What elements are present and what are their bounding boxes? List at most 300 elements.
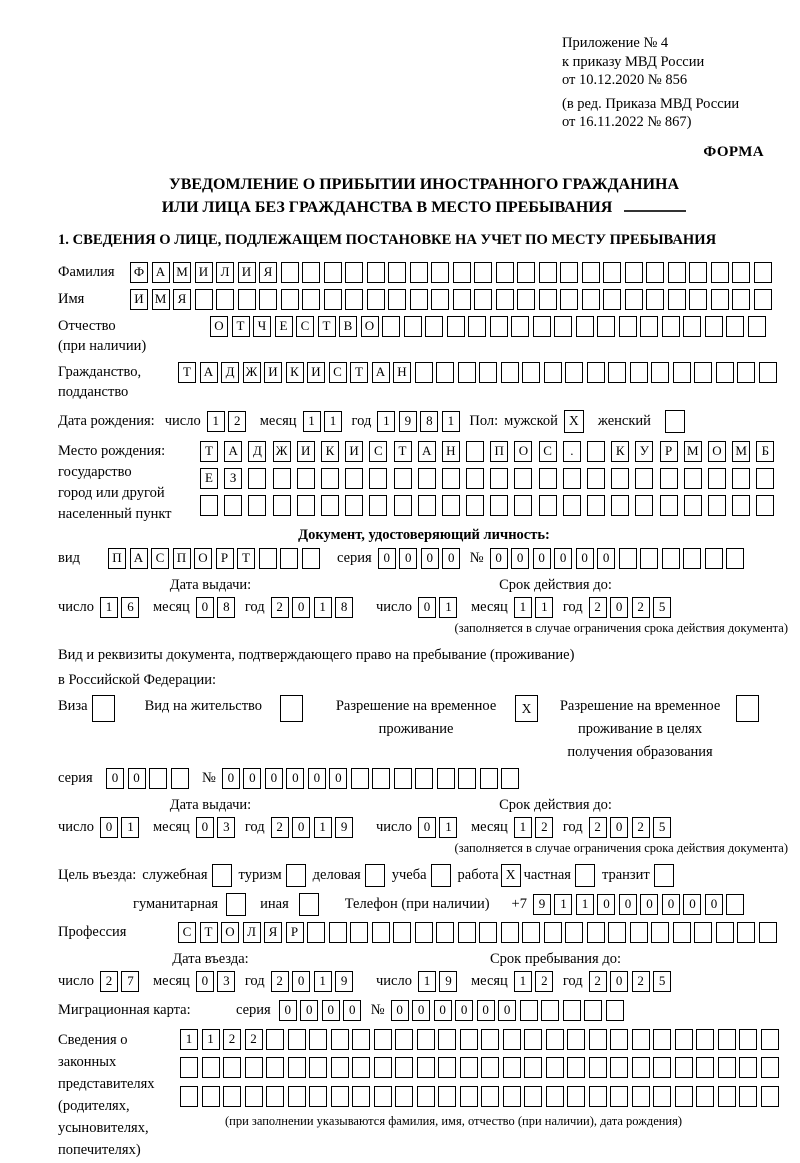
char-cell[interactable] — [415, 768, 433, 789]
char-cell[interactable] — [501, 362, 519, 383]
char-cell[interactable] — [273, 495, 291, 516]
char-cell[interactable] — [288, 1057, 306, 1078]
char-cell[interactable] — [554, 316, 572, 337]
char-cell[interactable] — [466, 495, 484, 516]
char-cell[interactable] — [238, 289, 256, 310]
char-cell[interactable] — [302, 548, 320, 569]
char-cell[interactable]: 1 — [303, 411, 321, 432]
char-cell[interactable]: О — [514, 441, 532, 462]
char-cell[interactable] — [689, 289, 707, 310]
char-cell[interactable] — [273, 468, 291, 489]
char-cell[interactable]: 8 — [420, 411, 438, 432]
char-cell[interactable] — [394, 468, 412, 489]
char-cell[interactable] — [759, 922, 777, 943]
char-cell[interactable] — [223, 1057, 241, 1078]
char-cell[interactable]: К — [321, 441, 339, 462]
char-cell[interactable] — [415, 922, 433, 943]
char-cell[interactable]: С — [151, 548, 169, 569]
char-cell[interactable] — [460, 1057, 478, 1078]
char-cell[interactable] — [610, 1029, 628, 1050]
char-cell[interactable] — [447, 316, 465, 337]
char-cell[interactable] — [606, 1000, 624, 1021]
char-cell[interactable] — [640, 316, 658, 337]
char-cell[interactable] — [350, 922, 368, 943]
char-cell[interactable]: 1 — [314, 597, 332, 618]
char-cell[interactable]: 0 — [412, 1000, 430, 1021]
char-cell[interactable]: А — [224, 441, 242, 462]
char-cell[interactable] — [673, 362, 691, 383]
char-cell[interactable] — [662, 316, 680, 337]
purpose-official-checkbox[interactable] — [212, 864, 232, 887]
char-cell[interactable] — [202, 1057, 220, 1078]
char-cell[interactable]: 0 — [399, 548, 417, 569]
char-cell[interactable]: 0 — [418, 597, 436, 618]
char-cell[interactable]: 0 — [243, 768, 261, 789]
char-cell[interactable] — [718, 1086, 736, 1107]
char-cell[interactable]: Р — [286, 922, 304, 943]
char-cell[interactable]: 1 — [314, 971, 332, 992]
char-cell[interactable]: Я — [173, 289, 191, 310]
char-cell[interactable] — [587, 441, 605, 462]
char-cell[interactable]: 0 — [100, 817, 118, 838]
char-cell[interactable] — [683, 316, 701, 337]
char-cell[interactable]: М — [732, 441, 750, 462]
char-cell[interactable]: Т — [394, 441, 412, 462]
char-cell[interactable] — [369, 495, 387, 516]
char-cell[interactable]: А — [418, 441, 436, 462]
char-cell[interactable] — [683, 548, 701, 569]
char-cell[interactable] — [438, 1086, 456, 1107]
char-cell[interactable]: И — [195, 262, 213, 283]
char-cell[interactable] — [726, 548, 744, 569]
char-cell[interactable]: 0 — [222, 768, 240, 789]
char-cell[interactable] — [705, 316, 723, 337]
char-cell[interactable]: 2 — [632, 597, 650, 618]
char-cell[interactable]: И — [130, 289, 148, 310]
char-cell[interactable] — [732, 495, 750, 516]
char-cell[interactable]: 9 — [335, 971, 353, 992]
char-cell[interactable] — [739, 1086, 757, 1107]
char-cell[interactable] — [567, 1086, 585, 1107]
char-cell[interactable]: Т — [200, 441, 218, 462]
char-cell[interactable] — [331, 1029, 349, 1050]
char-cell[interactable]: 0 — [610, 971, 628, 992]
char-cell[interactable] — [324, 289, 342, 310]
char-cell[interactable]: 0 — [418, 817, 436, 838]
char-cell[interactable] — [248, 468, 266, 489]
char-cell[interactable]: М — [173, 262, 191, 283]
char-cell[interactable] — [732, 468, 750, 489]
char-cell[interactable] — [630, 922, 648, 943]
char-cell[interactable]: 0 — [442, 548, 460, 569]
char-cell[interactable]: Я — [259, 262, 277, 283]
char-cell[interactable]: 0 — [662, 894, 680, 915]
char-cell[interactable]: 0 — [477, 1000, 495, 1021]
char-cell[interactable] — [759, 362, 777, 383]
purpose-tourism-checkbox[interactable] — [286, 864, 306, 887]
char-cell[interactable] — [511, 316, 529, 337]
char-cell[interactable] — [245, 1086, 263, 1107]
char-cell[interactable]: 2 — [632, 971, 650, 992]
char-cell[interactable] — [309, 1029, 327, 1050]
char-cell[interactable]: 2 — [100, 971, 118, 992]
char-cell[interactable] — [501, 768, 519, 789]
char-cell[interactable]: 1 — [377, 411, 395, 432]
char-cell[interactable]: 1 — [121, 817, 139, 838]
char-cell[interactable] — [653, 1057, 671, 1078]
char-cell[interactable]: 0 — [554, 548, 572, 569]
char-cell[interactable] — [522, 922, 540, 943]
char-cell[interactable] — [668, 289, 686, 310]
char-cell[interactable] — [438, 1057, 456, 1078]
char-cell[interactable]: А — [372, 362, 390, 383]
char-cell[interactable]: 2 — [632, 817, 650, 838]
char-cell[interactable]: 1 — [442, 411, 460, 432]
char-cell[interactable] — [662, 548, 680, 569]
char-cell[interactable]: 0 — [343, 1000, 361, 1021]
char-cell[interactable] — [410, 262, 428, 283]
char-cell[interactable] — [716, 362, 734, 383]
char-cell[interactable]: 0 — [705, 894, 723, 915]
char-cell[interactable] — [245, 1057, 263, 1078]
char-cell[interactable]: О — [194, 548, 212, 569]
char-cell[interactable]: 1 — [314, 817, 332, 838]
char-cell[interactable] — [651, 922, 669, 943]
char-cell[interactable]: 0 — [196, 971, 214, 992]
char-cell[interactable]: Н — [442, 441, 460, 462]
char-cell[interactable] — [266, 1057, 284, 1078]
char-cell[interactable] — [248, 495, 266, 516]
char-cell[interactable] — [281, 262, 299, 283]
char-cell[interactable] — [503, 1057, 521, 1078]
char-cell[interactable] — [587, 495, 605, 516]
char-cell[interactable] — [675, 1057, 693, 1078]
char-cell[interactable]: В — [339, 316, 357, 337]
char-cell[interactable] — [351, 768, 369, 789]
char-cell[interactable] — [737, 922, 755, 943]
char-cell[interactable] — [501, 922, 519, 943]
char-cell[interactable] — [418, 468, 436, 489]
char-cell[interactable]: А — [152, 262, 170, 283]
char-cell[interactable] — [309, 1086, 327, 1107]
char-cell[interactable] — [653, 1029, 671, 1050]
char-cell[interactable] — [481, 1029, 499, 1050]
char-cell[interactable]: 1 — [576, 894, 594, 915]
char-cell[interactable]: 5 — [653, 597, 671, 618]
char-cell[interactable]: 0 — [391, 1000, 409, 1021]
char-cell[interactable] — [603, 289, 621, 310]
char-cell[interactable] — [737, 362, 755, 383]
char-cell[interactable] — [431, 262, 449, 283]
char-cell[interactable] — [708, 468, 726, 489]
char-cell[interactable] — [660, 468, 678, 489]
char-cell[interactable]: 0 — [265, 768, 283, 789]
purpose-humanitarian-checkbox[interactable] — [226, 893, 246, 916]
char-cell[interactable]: К — [611, 441, 629, 462]
char-cell[interactable] — [711, 289, 729, 310]
char-cell[interactable]: 1 — [180, 1029, 198, 1050]
char-cell[interactable] — [694, 922, 712, 943]
char-cell[interactable]: А — [130, 548, 148, 569]
char-cell[interactable]: 0 — [292, 817, 310, 838]
char-cell[interactable]: Ж — [243, 362, 261, 383]
char-cell[interactable]: 5 — [653, 971, 671, 992]
char-cell[interactable] — [404, 316, 422, 337]
char-cell[interactable] — [297, 468, 315, 489]
char-cell[interactable] — [425, 316, 443, 337]
char-cell[interactable] — [474, 262, 492, 283]
char-cell[interactable] — [716, 922, 734, 943]
char-cell[interactable] — [388, 289, 406, 310]
char-cell[interactable] — [180, 1057, 198, 1078]
char-cell[interactable]: 1 — [439, 817, 457, 838]
char-cell[interactable]: 8 — [335, 597, 353, 618]
char-cell[interactable]: 0 — [329, 768, 347, 789]
char-cell[interactable]: Н — [393, 362, 411, 383]
char-cell[interactable]: Т — [350, 362, 368, 383]
char-cell[interactable]: 1 — [535, 597, 553, 618]
char-cell[interactable]: Т — [200, 922, 218, 943]
char-cell[interactable]: 2 — [228, 411, 246, 432]
char-cell[interactable] — [563, 495, 581, 516]
char-cell[interactable] — [180, 1086, 198, 1107]
char-cell[interactable] — [442, 495, 460, 516]
char-cell[interactable] — [684, 468, 702, 489]
char-cell[interactable] — [520, 1000, 538, 1021]
char-cell[interactable] — [395, 1057, 413, 1078]
char-cell[interactable]: П — [173, 548, 191, 569]
char-cell[interactable]: 9 — [533, 894, 551, 915]
char-cell[interactable] — [587, 468, 605, 489]
char-cell[interactable] — [582, 262, 600, 283]
temp-residence-checkbox[interactable]: X — [515, 695, 538, 722]
char-cell[interactable] — [625, 289, 643, 310]
char-cell[interactable] — [576, 316, 594, 337]
char-cell[interactable] — [582, 289, 600, 310]
char-cell[interactable]: 0 — [490, 548, 508, 569]
char-cell[interactable] — [302, 289, 320, 310]
sex-female-checkbox[interactable] — [665, 410, 685, 433]
char-cell[interactable] — [748, 316, 766, 337]
char-cell[interactable] — [611, 468, 629, 489]
char-cell[interactable]: 0 — [106, 768, 124, 789]
char-cell[interactable] — [466, 441, 484, 462]
char-cell[interactable] — [718, 1057, 736, 1078]
char-cell[interactable] — [696, 1086, 714, 1107]
char-cell[interactable]: 0 — [619, 894, 637, 915]
char-cell[interactable] — [307, 922, 325, 943]
char-cell[interactable] — [705, 548, 723, 569]
char-cell[interactable]: 2 — [271, 971, 289, 992]
char-cell[interactable]: Е — [275, 316, 293, 337]
char-cell[interactable] — [708, 495, 726, 516]
char-cell[interactable]: 0 — [533, 548, 551, 569]
char-cell[interactable] — [756, 495, 774, 516]
char-cell[interactable]: 0 — [511, 548, 529, 569]
char-cell[interactable] — [395, 1086, 413, 1107]
char-cell[interactable]: 6 — [121, 597, 139, 618]
char-cell[interactable]: И — [297, 441, 315, 462]
char-cell[interactable]: 9 — [439, 971, 457, 992]
char-cell[interactable] — [417, 1057, 435, 1078]
purpose-study-checkbox[interactable] — [431, 864, 451, 887]
char-cell[interactable] — [739, 1057, 757, 1078]
char-cell[interactable] — [675, 1029, 693, 1050]
char-cell[interactable] — [281, 289, 299, 310]
char-cell[interactable] — [324, 262, 342, 283]
char-cell[interactable] — [732, 289, 750, 310]
purpose-business-checkbox[interactable] — [365, 864, 385, 887]
char-cell[interactable] — [288, 1029, 306, 1050]
char-cell[interactable]: 2 — [589, 971, 607, 992]
char-cell[interactable]: К — [286, 362, 304, 383]
char-cell[interactable] — [675, 1086, 693, 1107]
char-cell[interactable] — [653, 1086, 671, 1107]
char-cell[interactable] — [388, 262, 406, 283]
char-cell[interactable]: 0 — [597, 894, 615, 915]
char-cell[interactable] — [603, 262, 621, 283]
char-cell[interactable]: Т — [237, 548, 255, 569]
char-cell[interactable] — [266, 1086, 284, 1107]
char-cell[interactable]: А — [200, 362, 218, 383]
char-cell[interactable] — [393, 922, 411, 943]
char-cell[interactable]: О — [210, 316, 228, 337]
char-cell[interactable] — [329, 922, 347, 943]
char-cell[interactable] — [587, 922, 605, 943]
char-cell[interactable] — [259, 548, 277, 569]
char-cell[interactable]: 1 — [554, 894, 572, 915]
char-cell[interactable]: 0 — [597, 548, 615, 569]
char-cell[interactable]: С — [539, 441, 557, 462]
char-cell[interactable]: И — [307, 362, 325, 383]
char-cell[interactable] — [668, 262, 686, 283]
char-cell[interactable] — [331, 1086, 349, 1107]
char-cell[interactable] — [544, 922, 562, 943]
char-cell[interactable] — [394, 768, 412, 789]
char-cell[interactable] — [514, 495, 532, 516]
char-cell[interactable]: 1 — [514, 817, 532, 838]
char-cell[interactable] — [630, 362, 648, 383]
char-cell[interactable]: 9 — [335, 817, 353, 838]
char-cell[interactable] — [610, 1086, 628, 1107]
char-cell[interactable] — [761, 1057, 779, 1078]
char-cell[interactable] — [442, 468, 460, 489]
char-cell[interactable]: 1 — [207, 411, 225, 432]
char-cell[interactable] — [567, 1057, 585, 1078]
char-cell[interactable] — [259, 289, 277, 310]
char-cell[interactable] — [223, 1086, 241, 1107]
char-cell[interactable] — [761, 1029, 779, 1050]
char-cell[interactable]: 0 — [378, 548, 396, 569]
char-cell[interactable] — [718, 1029, 736, 1050]
char-cell[interactable]: 1 — [418, 971, 436, 992]
char-cell[interactable]: 2 — [271, 597, 289, 618]
char-cell[interactable]: 2 — [245, 1029, 263, 1050]
char-cell[interactable] — [632, 1029, 650, 1050]
char-cell[interactable] — [458, 768, 476, 789]
char-cell[interactable]: П — [108, 548, 126, 569]
char-cell[interactable] — [460, 1086, 478, 1107]
char-cell[interactable] — [288, 1086, 306, 1107]
char-cell[interactable] — [372, 768, 390, 789]
char-cell[interactable] — [608, 922, 626, 943]
char-cell[interactable]: Т — [178, 362, 196, 383]
char-cell[interactable] — [610, 1057, 628, 1078]
char-cell[interactable] — [352, 1029, 370, 1050]
char-cell[interactable] — [458, 922, 476, 943]
char-cell[interactable] — [280, 548, 298, 569]
char-cell[interactable]: 0 — [683, 894, 701, 915]
char-cell[interactable] — [149, 768, 167, 789]
char-cell[interactable]: 7 — [121, 971, 139, 992]
char-cell[interactable] — [589, 1057, 607, 1078]
char-cell[interactable] — [524, 1086, 542, 1107]
char-cell[interactable]: Ф — [130, 262, 148, 283]
char-cell[interactable]: 1 — [514, 597, 532, 618]
char-cell[interactable] — [563, 468, 581, 489]
char-cell[interactable] — [587, 362, 605, 383]
char-cell[interactable] — [321, 495, 339, 516]
char-cell[interactable] — [565, 362, 583, 383]
char-cell[interactable]: 1 — [100, 597, 118, 618]
char-cell[interactable]: С — [178, 922, 196, 943]
char-cell[interactable]: С — [369, 441, 387, 462]
residence-permit-checkbox[interactable] — [280, 695, 303, 722]
char-cell[interactable]: Л — [243, 922, 261, 943]
char-cell[interactable] — [524, 1029, 542, 1050]
char-cell[interactable] — [726, 894, 744, 915]
purpose-transit-checkbox[interactable] — [654, 864, 674, 887]
char-cell[interactable] — [761, 1086, 779, 1107]
char-cell[interactable] — [345, 289, 363, 310]
char-cell[interactable]: Т — [232, 316, 250, 337]
char-cell[interactable]: 2 — [535, 817, 553, 838]
char-cell[interactable] — [589, 1029, 607, 1050]
char-cell[interactable] — [352, 1086, 370, 1107]
char-cell[interactable] — [632, 1057, 650, 1078]
char-cell[interactable]: С — [296, 316, 314, 337]
purpose-work-checkbox[interactable]: X — [501, 864, 521, 887]
char-cell[interactable]: 0 — [498, 1000, 516, 1021]
char-cell[interactable] — [689, 262, 707, 283]
char-cell[interactable] — [374, 1086, 392, 1107]
char-cell[interactable]: 0 — [300, 1000, 318, 1021]
char-cell[interactable] — [711, 262, 729, 283]
char-cell[interactable] — [567, 1029, 585, 1050]
char-cell[interactable] — [417, 1086, 435, 1107]
char-cell[interactable] — [646, 289, 664, 310]
char-cell[interactable] — [458, 362, 476, 383]
char-cell[interactable] — [438, 1029, 456, 1050]
char-cell[interactable] — [302, 262, 320, 283]
char-cell[interactable] — [481, 1057, 499, 1078]
char-cell[interactable] — [524, 1057, 542, 1078]
char-cell[interactable]: 3 — [217, 971, 235, 992]
char-cell[interactable] — [202, 1086, 220, 1107]
char-cell[interactable] — [726, 316, 744, 337]
char-cell[interactable]: 0 — [308, 768, 326, 789]
char-cell[interactable]: 0 — [610, 817, 628, 838]
char-cell[interactable] — [437, 768, 455, 789]
char-cell[interactable]: Т — [318, 316, 336, 337]
char-cell[interactable] — [756, 468, 774, 489]
char-cell[interactable]: П — [490, 441, 508, 462]
char-cell[interactable] — [517, 289, 535, 310]
char-cell[interactable]: Д — [248, 441, 266, 462]
char-cell[interactable]: М — [684, 441, 702, 462]
char-cell[interactable] — [533, 316, 551, 337]
char-cell[interactable] — [560, 289, 578, 310]
